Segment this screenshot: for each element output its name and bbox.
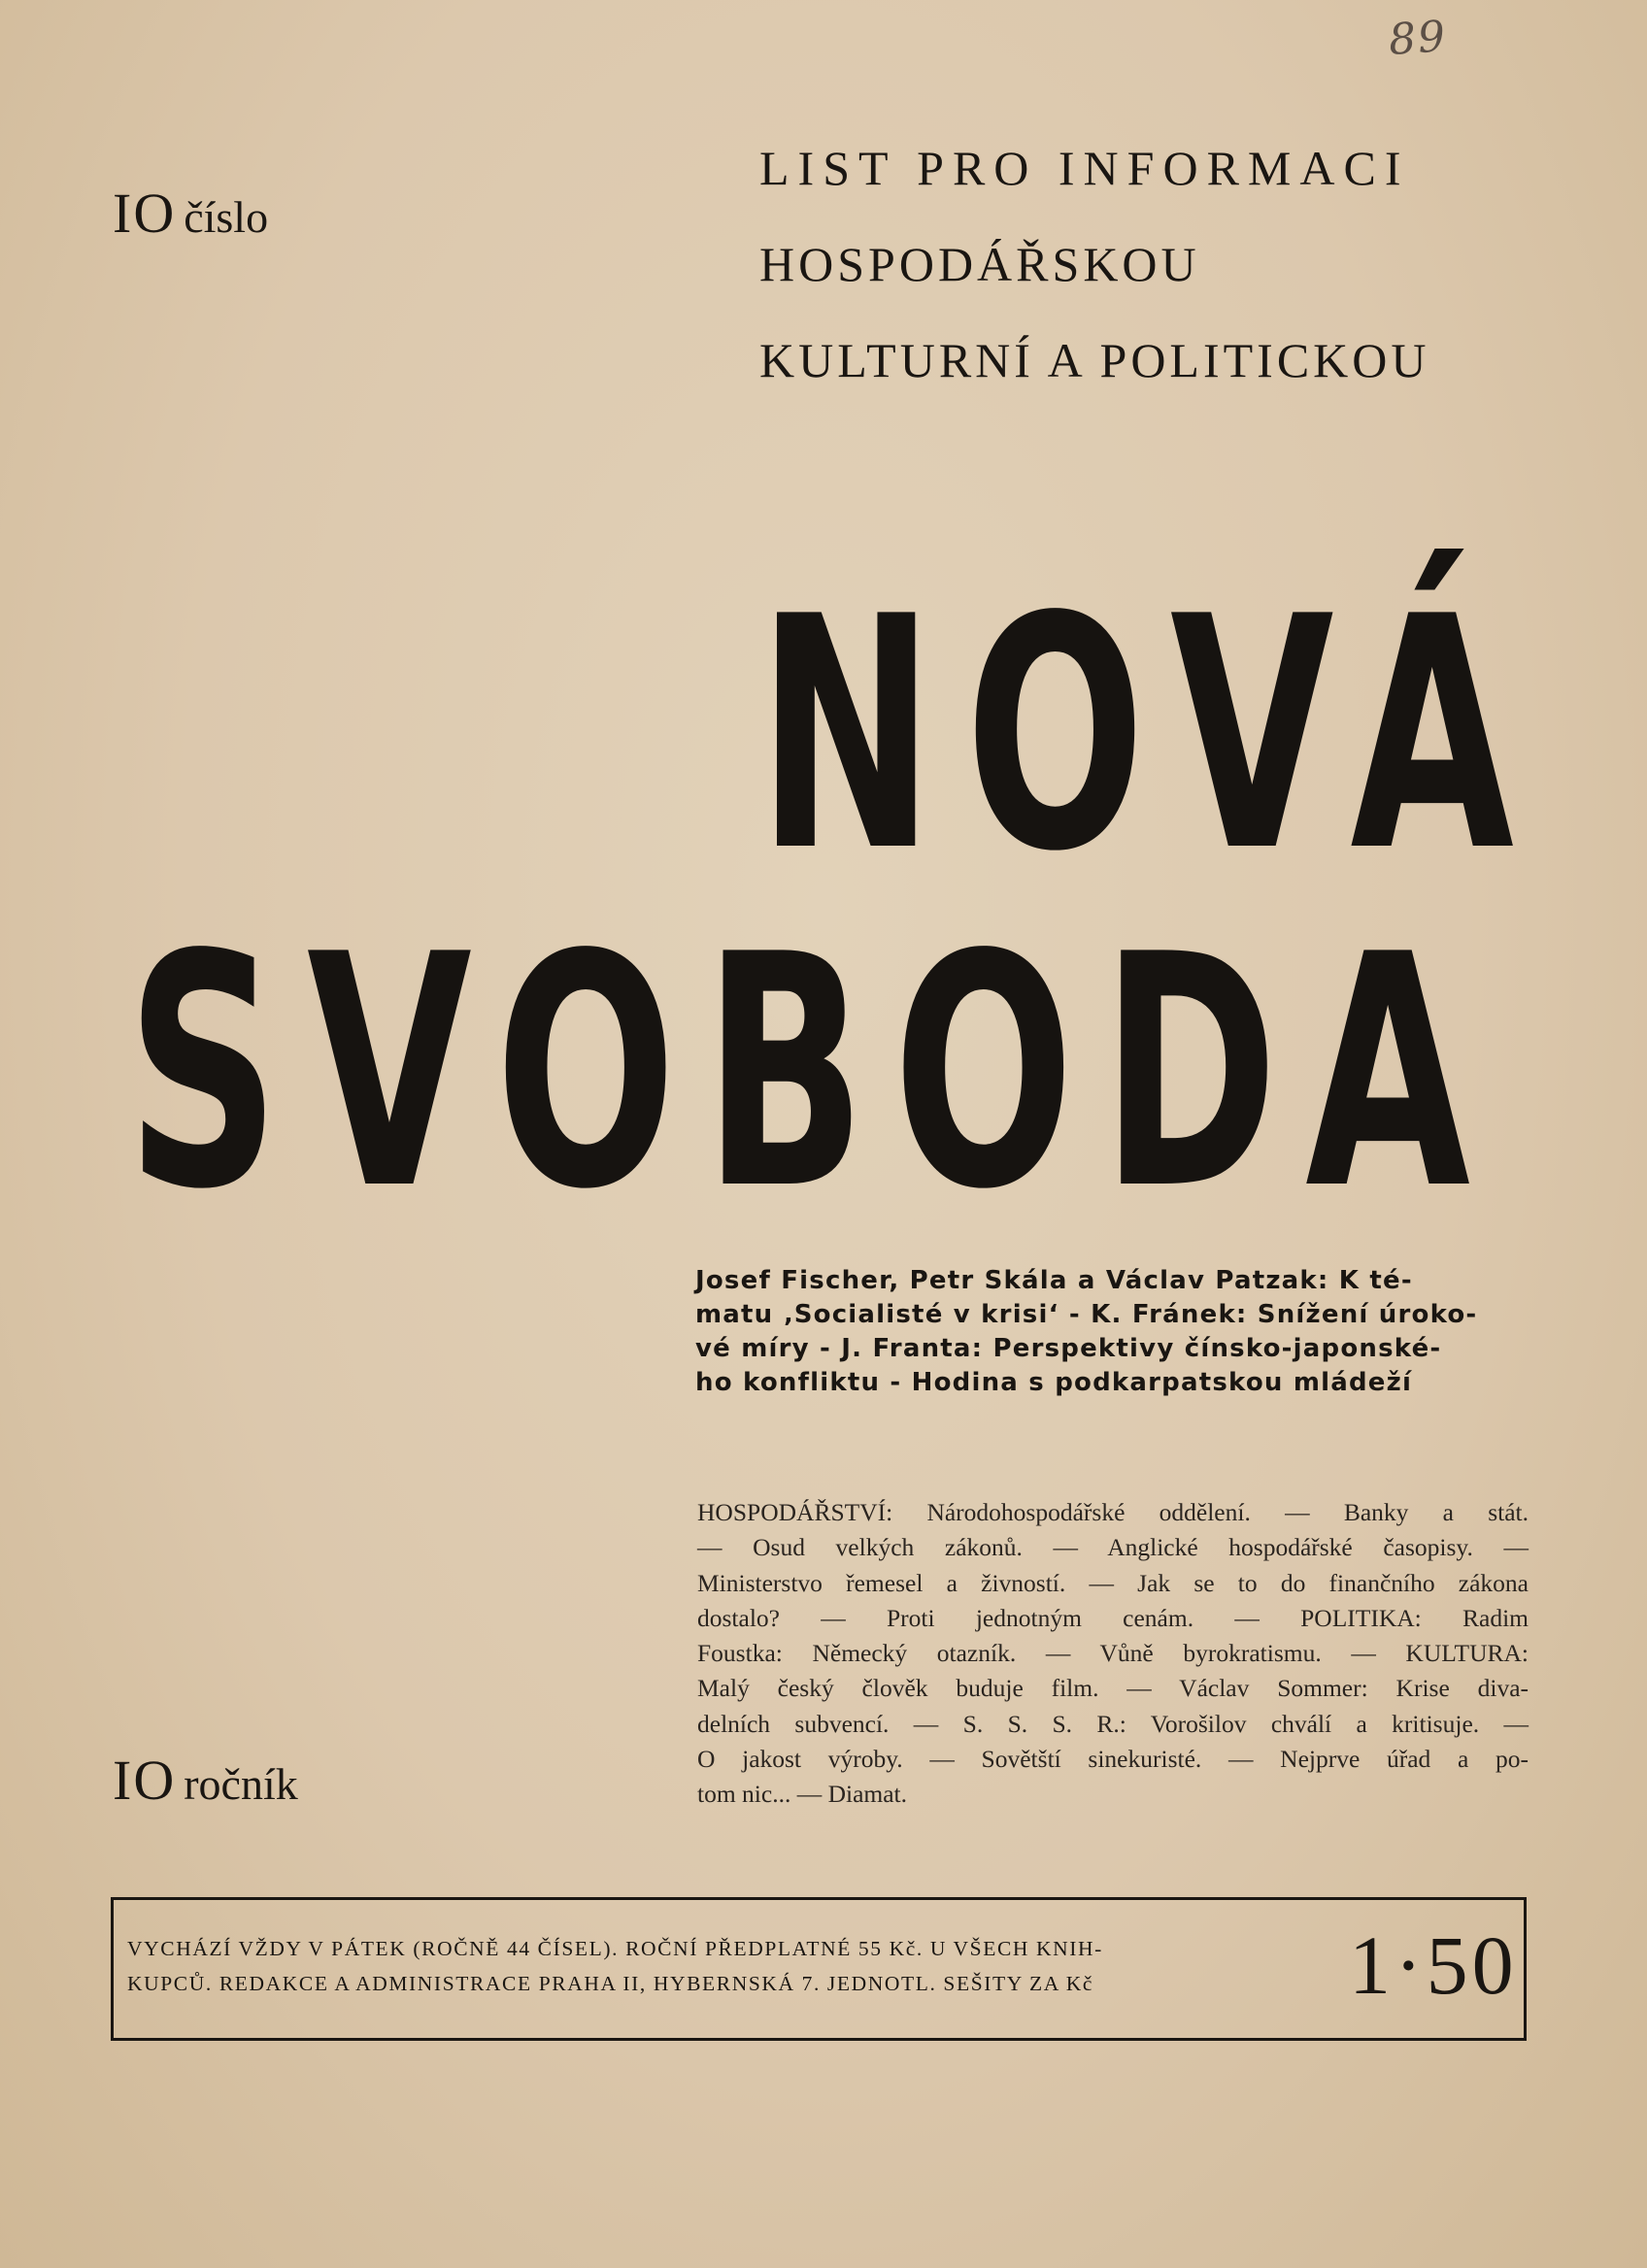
masthead-title-line-2: SVOBODA [126,886,1497,1259]
handwritten-note: 89 [1387,11,1449,66]
summary-line: HOSPODÁŘSTVÍ: Národohospodářské oddělení. — Banky a stát. [697,1498,1529,1526]
publication-info-line: KUPCŮ. REDAKCE A ADMINISTRACE PRAHA II, HYBERNSKÁ 7. JEDNOTL. SEŠITY ZA Kč [127,1972,1093,1995]
issue-number-value: IO [113,182,177,245]
subtitle-line: HOSPODÁŘSKOU [759,237,1200,291]
volume-number [113,1748,298,1813]
summary-line: Malý český člověk buduje film. — Václav Sommer: Krise diva- [697,1674,1529,1703]
issue-number [113,181,268,246]
summary-line: O jakost výroby. — Sovětští sinekuristé. — Nejprve úřad a po- [697,1745,1529,1774]
contents-line: matu ‚Socialisté v krisi‘ - K. Fránek: Snížení úroko- [695,1300,1478,1329]
summary-line: delních subvencí. — S. S. S. R.: Vorošilov chválí a kritisuje. — [697,1709,1529,1738]
subtitle-line: KULTURNÍ A POLITICKOU [759,333,1430,387]
issue-number-label: číslo [184,192,269,242]
volume-number-label: ročník [184,1759,298,1809]
summary-line: — Osud velkých zákonů. — Anglické hospodářské časopisy. — [697,1533,1529,1562]
volume-number-value: IO [113,1749,177,1812]
summary-line: Foustka: Německý otazník. — Vůně byrokratismu. — KULTURA: [697,1639,1529,1668]
summary-line: Ministerstvo řemesel a živností. — Jak se to do finančního zákona [697,1568,1529,1597]
masthead-title-line-1: NOVÁ [757,549,1545,921]
contents-line: Josef Fischer, Petr Skála a Václav Patzak: K té- [695,1266,1413,1295]
contents-line: ho konfliktu - Hodina s podkarpatskou mládeží [695,1368,1413,1397]
summary-line: tom nic... — Diamat. [697,1780,908,1809]
publication-info-box [111,1897,1527,2041]
section-summary [697,1495,1529,1813]
summary-line: dostalo? — Proti jednotným cenám. — POLITIKA: Radim [697,1603,1529,1632]
publication-info-text [127,1931,1351,2001]
subtitle [759,141,1536,432]
publication-info-line: VYCHÁZÍ VŽDY V PÁTEK (ROČNĚ 44 ČÍSEL). ROČNÍ PŘEDPLATNÉ 55 Kč. U VŠECH KNIH- [127,1937,1103,1960]
featured-contents [695,1264,1530,1400]
issue-price: 1·50 [1349,1918,1518,2012]
contents-line: vé míry - J. Franta: Perspektivy čínsko-japonské- [695,1334,1442,1363]
subtitle-line: LIST PRO INFORMACI [759,141,1410,195]
